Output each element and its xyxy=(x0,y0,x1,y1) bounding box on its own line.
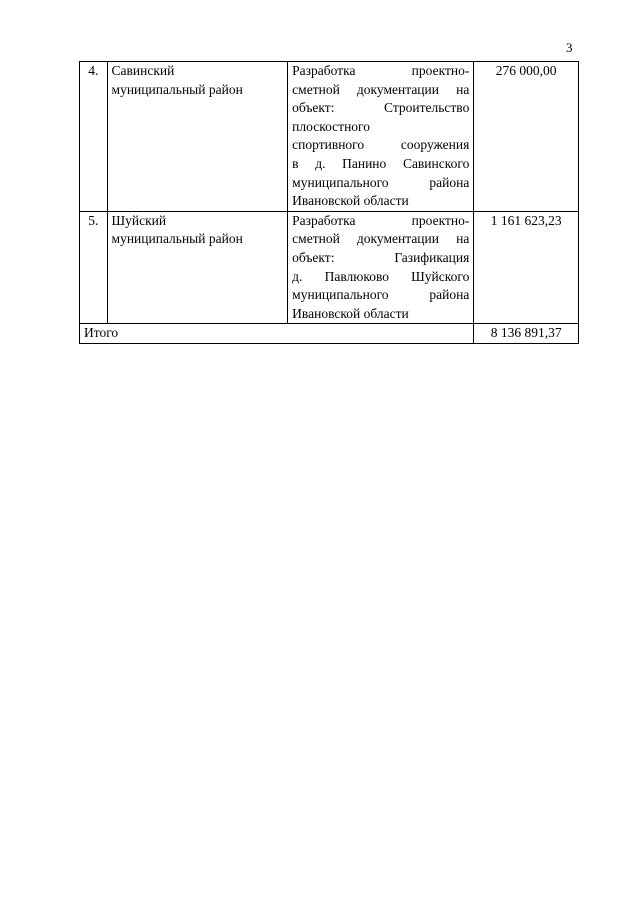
description-cell xyxy=(288,62,474,212)
table-row xyxy=(80,62,579,212)
description-line: Разработка проектно- xyxy=(292,212,470,228)
description-line: Ивановской области xyxy=(292,305,409,321)
description-cell xyxy=(288,211,474,324)
description-line: муниципального района xyxy=(292,287,470,303)
description-line: объект: Строительство xyxy=(292,100,470,116)
description-line: Разработка проектно- xyxy=(292,63,470,78)
district-cell xyxy=(107,211,288,324)
page-number: 3 xyxy=(566,40,573,55)
description-line: сметной документации на xyxy=(292,231,470,247)
total-amount: 8 136 891,37 xyxy=(474,324,579,344)
total-row xyxy=(80,324,579,344)
district-line: муниципальный район xyxy=(111,231,243,247)
district-cell xyxy=(107,62,288,212)
description-line: плоскостного xyxy=(292,118,370,134)
description-line: сметной документации на xyxy=(292,81,470,97)
row-number-cell: 5. xyxy=(80,211,108,324)
row-number-cell: 4. xyxy=(80,62,108,212)
description-line: д. Павлюково Шуйского xyxy=(292,268,470,284)
description-line: муниципального района xyxy=(292,174,470,190)
description-line: объект: Газификация xyxy=(292,249,470,265)
district-line: Шуйский xyxy=(111,212,167,228)
district-line: Савинский xyxy=(111,63,175,78)
description-line: спортивного сооружения xyxy=(292,137,470,153)
description-line: в д. Панино Савинского xyxy=(292,155,470,171)
description-line: Ивановской области xyxy=(292,193,409,209)
table-row xyxy=(80,211,579,324)
district-line: муниципальный район xyxy=(111,81,243,97)
total-label: Итого xyxy=(80,324,474,344)
amount-cell: 276 000,00 xyxy=(474,62,579,212)
amount-cell: 1 161 623,23 xyxy=(474,211,579,324)
allocation-table xyxy=(79,61,579,344)
